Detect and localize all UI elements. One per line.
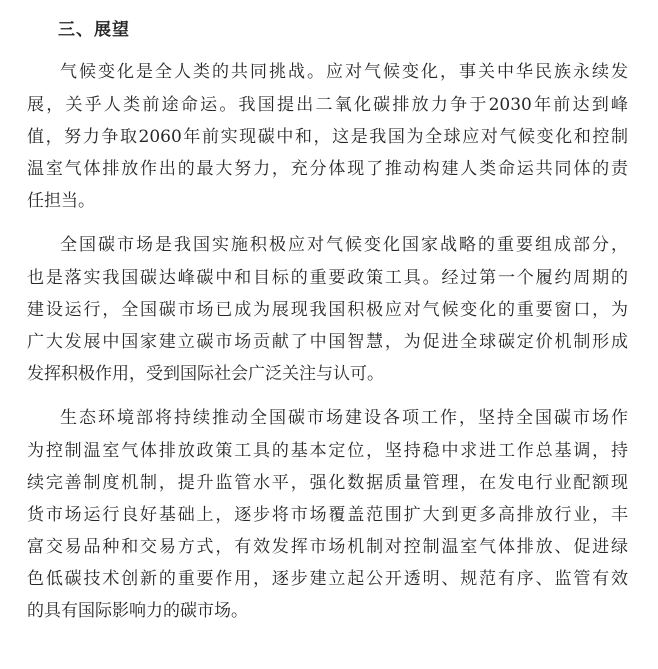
paragraph-line: 气候变化是全人类的共同挑战。应对气候变化，事关中华民族永续发 (60, 62, 628, 82)
paragraph-line: 的具有国际影响力的碳市场。 (27, 601, 248, 621)
section-heading: 三、展望 (58, 20, 130, 40)
paragraph-line: 也是落实我国碳达峰碳中和目标的重要政策工具。经过第一个履约周期的 (27, 268, 628, 288)
paragraph-line: 货市场运行良好基础上，逐步将市场覆盖范围扩大到更多高排放行业，丰 (27, 505, 628, 525)
paragraph-line: 温室气体排放作出的最大努力，充分体现了推动构建人类命运共同体的责 (27, 159, 628, 179)
paragraph-line: 续完善制度机制，提升监管水平，强化数据质量管理，在发电行业配额现 (27, 473, 628, 493)
paragraph-line: 广大发展中国家建立碳市场贡献了中国智慧，为促进全球碳定价机制形成 (27, 332, 628, 352)
paragraph-line: 发挥积极作用，受到国际社会广泛关注与认可。 (27, 364, 384, 384)
paragraph-line: 为控制温室气体排放政策工具的基本定位，坚持稳中求进工作总基调，持 (27, 441, 628, 461)
paragraph-line: 全国碳市场是我国实施积极应对气候变化国家战略的重要组成部分， (60, 235, 628, 255)
paragraph-line: 值，努力争取2060年前实现碳中和，这是我国为全球应对气候变化和控制 (27, 127, 628, 147)
paragraph-line: 建设运行，全国碳市场已成为展现我国积极应对气候变化的重要窗口，为 (27, 300, 628, 320)
paragraph-line: 色低碳技术创新的重要作用，逐步建立起公开透明、规范有序、监管有效 (27, 569, 628, 589)
paragraph-line: 生态环境部将持续推动全国碳市场建设各项工作，坚持全国碳市场作 (60, 408, 628, 428)
paragraph-line: 任担当。 (27, 191, 95, 211)
paragraph-line: 展，关乎人类前途命运。我国提出二氧化碳排放力争于2030年前达到峰 (27, 95, 628, 115)
paragraph-line: 富交易品种和交易方式，有效发挥市场机制对控制温室气体排放、促进绿 (27, 537, 628, 557)
